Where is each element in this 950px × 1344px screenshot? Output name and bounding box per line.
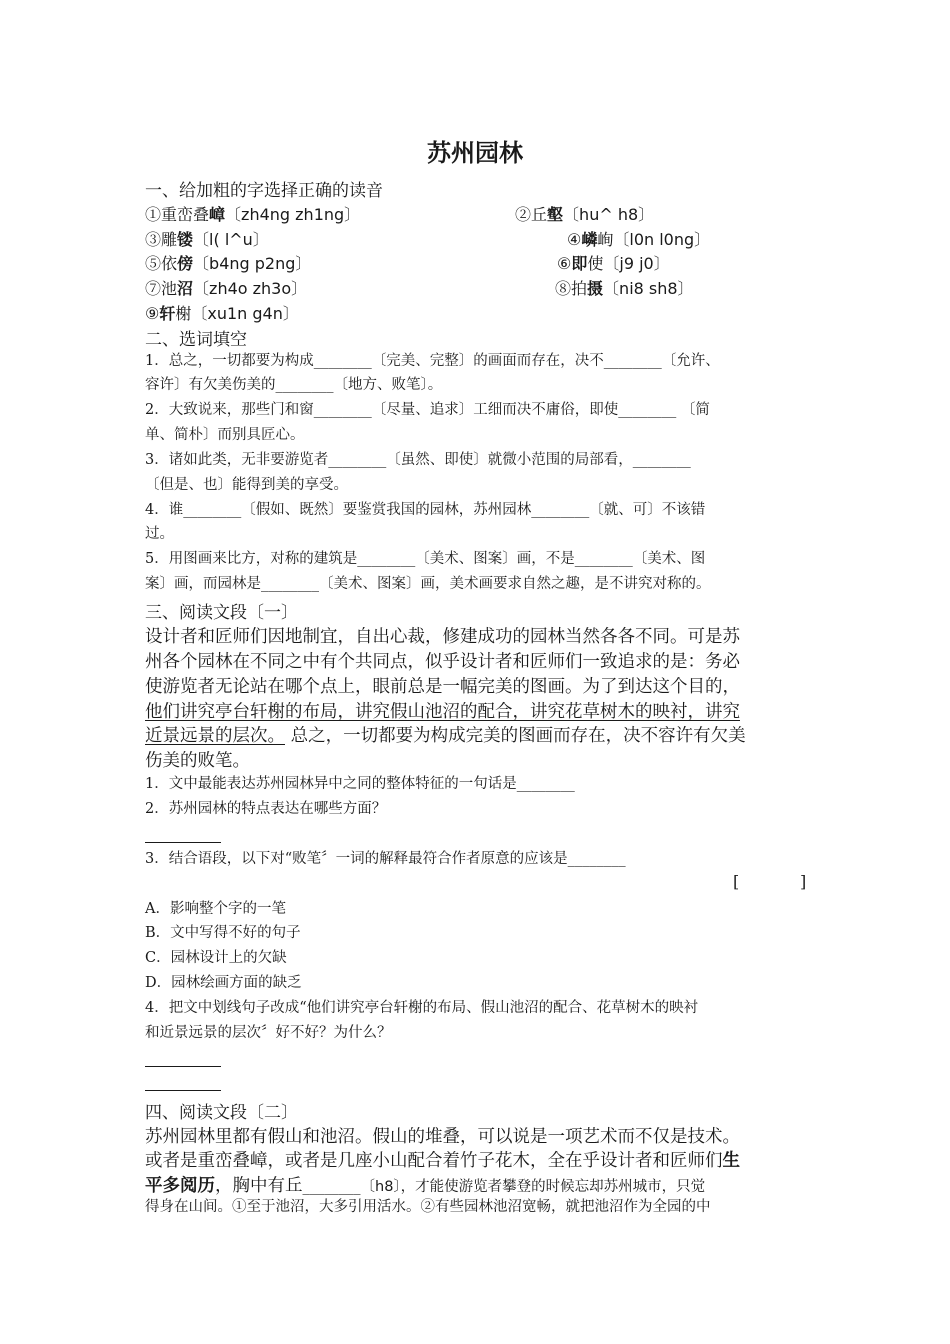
item-number: ② — [515, 205, 532, 224]
item-text: 榭 — [175, 304, 192, 323]
pinyin-options: 〔zh4o zh3o〕 — [193, 279, 308, 298]
passage-text: ，才能使游览者攀登的时候忘却苏州城市，只觉 — [400, 1179, 706, 1195]
page-title: 苏州园林 — [427, 139, 523, 167]
fill-question-3-line-2: 〔但是、也〕能得到美的享受。 — [145, 477, 348, 493]
answer-bracket-left: [ — [733, 872, 740, 891]
passage-1-line-6: 伤美的败笔。 — [145, 751, 250, 771]
fill-blank[interactable]: ________ — [302, 1179, 361, 1195]
answer-blank-line[interactable] — [145, 842, 221, 843]
passage-2-line-3 — [145, 1172, 705, 1197]
pinyin-options: 〔zh4ng zh1ng〕 — [225, 205, 361, 224]
item-text: 峋 — [597, 230, 614, 249]
item-number: ⑨ — [145, 304, 160, 323]
pinyin-options: 〔xu1n g4n〕 — [191, 304, 299, 323]
option-d: D．园林绘画方面的缺乏 — [145, 975, 302, 991]
bold-char: 傍 — [177, 254, 194, 273]
pinyin-item-1 — [145, 202, 360, 225]
pinyin-options: 〔b4ng p2ng〕 — [193, 254, 312, 273]
section-4-heading: 四、阅读文段〔二〕 — [145, 1103, 298, 1123]
fill-question-1-line-2: 容许〕有欠美伤美的________〔地方、败笔〕。 — [145, 377, 443, 393]
item-text: 拍 — [571, 279, 588, 298]
bold-char: 镂 — [177, 230, 194, 249]
item-text: 丘 — [531, 205, 548, 224]
pinyin-item-4 — [567, 227, 710, 250]
fill-question-4-line-2: 过。 — [145, 526, 174, 542]
pinyin-item-8 — [555, 276, 694, 299]
fill-question-2-line-1: 2．大致说来，那些门和窗________〔尽量、追求〕工细而决不庸俗，即使________ 〔简 — [145, 402, 710, 418]
pinyin-options: 〔l( l^u〕 — [193, 230, 269, 249]
pinyin-item-6 — [557, 251, 670, 274]
answer-bracket-right: ] — [800, 872, 807, 891]
pinyin-item-9 — [145, 301, 299, 324]
passage-text: 总之，一切都要为构成完美的图画而存在，决不容许有欠美 — [290, 726, 746, 746]
item-number: ⑥ — [557, 254, 572, 273]
option-a: A．影响整个字的一笔 — [145, 901, 286, 917]
pinyin-item-7 — [145, 276, 307, 299]
item-number: ⑦ — [145, 279, 162, 298]
bold-phrase: 生 — [722, 1151, 740, 1171]
fill-question-4-line-1: 4．谁________〔假如、既然〕要鉴赏我国的园林，苏州园林________〔就、可〕不该错 — [145, 502, 706, 518]
item-number: ⑤ — [145, 254, 162, 273]
answer-blank-line[interactable] — [145, 1090, 221, 1091]
bold-char: 壑 — [547, 205, 564, 224]
pinyin-options: 〔l0n l0ng〕 — [613, 230, 711, 249]
bold-char: 沼 — [177, 279, 194, 298]
fill-question-1-line-1: 1．总之，一切都要为构成________〔完美、完整〕的画面而存在，决不________〔允许、 — [145, 353, 720, 369]
reading-question-3: 3．结合语段，以下对“败笔〞一词的解释最符合作者原意的应该是________ — [145, 851, 626, 867]
pinyin-item-5 — [145, 251, 311, 274]
reading-question-4-line-1: 4．把文中划线句子改成“他们讲究亭台轩榭的布局、假山池沼的配合、花草树木的映衬 — [145, 1000, 699, 1016]
passage-2-line-4: 得身在山间。①至于池沼，大多引用活水。②有些园林池沼宽畅，就把池沼作为全园的中 — [145, 1199, 711, 1215]
passage-text: ，胸中有丘 — [215, 1176, 303, 1196]
section-3-heading: 三、阅读文段〔一〕 — [145, 603, 298, 623]
passage-1-line-1: 设计者和匠师们因地制宜，自出心裁，修建成功的园林当然各各不同。可是苏 — [145, 627, 740, 647]
item-number: ⑧ — [555, 279, 572, 298]
bold-char: 轩 — [159, 304, 176, 323]
section-1-heading: 一、给加粗的字选择正确的读音 — [145, 181, 383, 201]
bold-char: 嶂 — [209, 205, 226, 224]
reading-question-4-line-2: 和近景远景的层次〞好不好？为什么？ — [145, 1025, 392, 1041]
passage-1-line-5 — [145, 722, 746, 747]
reading-question-1: 1．文中最能表达苏州园林异中之同的整体特征的一句话是________ — [145, 776, 575, 792]
option-c: C．园林设计上的欠缺 — [145, 950, 287, 966]
passage-1-line-3: 使游览者无论站在哪个点上，眼前总是一幅完美的图画。为了到达这个目的， — [145, 677, 740, 697]
pinyin-item-3 — [145, 227, 269, 250]
item-number: ① — [145, 205, 162, 224]
passage-1-underlined-sentence: 他们讲究亭台轩榭的布局，讲究假山池沼的配合，讲究花草树木的映衬，讲究 — [145, 702, 740, 722]
item-text: 雕 — [161, 230, 178, 249]
item-number: ③ — [145, 230, 162, 249]
passage-2-line-2 — [145, 1147, 740, 1172]
fill-question-5-line-1: 5．用图画来比方，对称的建筑是________〔美术、图案〕画，不是________〔美术、图 — [145, 551, 706, 567]
passage-2-line-1: 苏州园林里都有假山和池沼。假山的堆叠，可以说是一项艺术而不仅是技术。 — [145, 1127, 740, 1147]
bold-char: 摄 — [587, 279, 604, 298]
bold-char: 即 — [571, 254, 588, 273]
pinyin-options: 〔hu^ h8〕 — [563, 205, 655, 224]
pinyin-options: 〔ni8 sh8〕 — [603, 279, 694, 298]
fill-question-3-line-1: 3．诸如此类，无非要游览者________〔虽然、即使〕就微小范围的局部看，________ — [145, 452, 691, 468]
bold-phrase: 平多阅历 — [145, 1176, 215, 1196]
pinyin-options: 〔j9 j0〕 — [603, 254, 670, 273]
fill-question-5-line-2: 案〕画，而园林是________〔美术、图案〕画，美术画要求自然之趣，是不讲究对称的。 — [145, 576, 711, 592]
underlined-text: 近景远景的层次。 — [145, 726, 285, 746]
option-b: B．文中写得不好的句子 — [145, 925, 301, 941]
item-text: 重峦叠 — [161, 205, 210, 224]
pinyin-hint: 〔h8〕 — [360, 1179, 401, 1195]
pinyin-item-2 — [515, 202, 654, 225]
fill-question-2-line-2: 单、简朴〕而别具匠心。 — [145, 427, 305, 443]
item-text: 池 — [161, 279, 178, 298]
item-number: ④ — [567, 230, 582, 249]
bold-char: 嶙 — [581, 230, 598, 249]
section-2-heading: 二、选词填空 — [145, 330, 247, 350]
passage-1-line-2: 州各个园林在不同之中有个共同点，似乎设计者和匠师们一致追求的是：务必 — [145, 652, 740, 672]
item-text: 依 — [161, 254, 178, 273]
item-text: 使 — [587, 254, 604, 273]
answer-blank-line[interactable] — [145, 1066, 221, 1067]
reading-question-2: 2．苏州园林的特点表达在哪些方面？ — [145, 801, 387, 817]
passage-text: 或者是重峦叠嶂，或者是几座小山配合着竹子花木，全在乎设计者和匠师们 — [145, 1151, 723, 1171]
